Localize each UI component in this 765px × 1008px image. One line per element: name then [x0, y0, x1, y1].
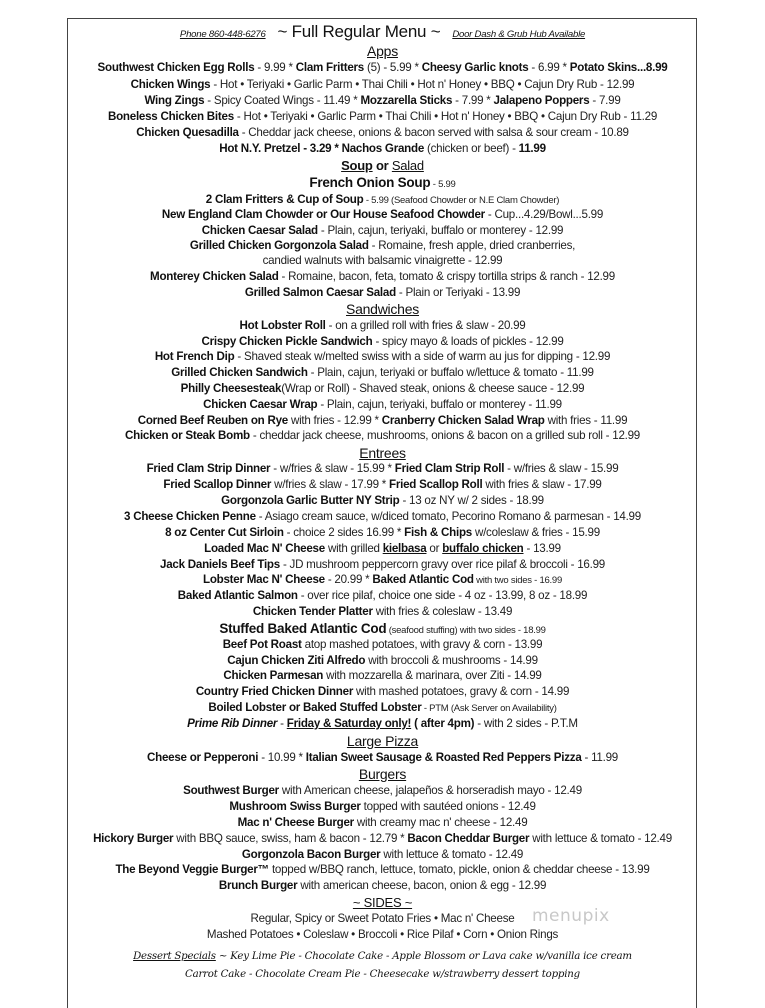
menu-line: Chicken Caesar Salad - Plain, cajun, teriyaki, buffalo or monterey - 12.99 — [201, 224, 564, 237]
menu-line: Hot Lobster Roll - on a grilled roll with fries & slaw - 20.99 — [239, 319, 526, 332]
menu-line: Mac n' Cheese Burger with creamy mac n' cheese - 12.49 — [237, 816, 528, 829]
menu-line: Chicken Parmesan with mozzarella & marinara, over Ziti - 14.99 — [223, 669, 542, 682]
sides-line: Mashed Potatoes • Coleslaw • Broccoli • Rice Pilaf • Corn • Onion Rings — [206, 928, 559, 941]
section-heading-entrees: Entrees — [359, 445, 406, 461]
menu-line: candied walnuts with balsamic vinaigrette - 12.99 — [262, 254, 503, 267]
menu-line: Brunch Burger with american cheese, bacon, onion & egg - 12.99 — [218, 879, 547, 892]
menu-line: Beef Pot Roast atop mashed potatoes, with gravy & corn - 13.99 — [222, 638, 543, 651]
section-heading-pizza: Large Pizza — [346, 733, 419, 749]
menu-line: Lobster Mac N' Cheese - 20.99 * Baked Atlantic Cod with two sides - 16.99 — [202, 573, 562, 586]
menu-line: Cajun Chicken Ziti Alfredo with broccoli & mushrooms - 14.99 — [227, 654, 538, 667]
menu-line: Cheese or Pepperoni - 10.99 * Italian Sweet Sausage & Roasted Red Peppers Pizza - 11.99 — [147, 751, 618, 764]
delivery-note: Door Dash & Grub Hub Available — [452, 29, 586, 40]
menu-line: Country Fried Chicken Dinner with mashed potatoes, gravy & corn - 14.99 — [195, 685, 570, 698]
menu-line: Stuffed Baked Atlantic Cod (seafood stuffing) with two sides - 18.99 — [219, 621, 546, 636]
section-heading-soup-salad: Soup or Salad — [341, 158, 424, 173]
phone-number: Phone 860-448-6276 — [179, 29, 266, 40]
sides-line: Regular, Spicy or Sweet Potato Fries • Mac n' Cheese — [250, 912, 515, 925]
menu-line: Hickory Burger with BBQ sauce, swiss, ham & bacon - 12.79 * Bacon Cheddar Burger with lettuce & tomato - 12.49 — [93, 832, 672, 845]
menu-line: Chicken Tender Platter with fries & coleslaw - 13.49 — [252, 605, 513, 618]
menu-header — [0, 24, 765, 43]
menu-line: Grilled Salmon Caesar Salad - Plain or Teriyaki - 13.99 — [244, 286, 521, 299]
menu-title: ~ Full Regular Menu ~ — [277, 22, 441, 41]
menu-line: Grilled Chicken Gorgonzola Salad - Romaine, fresh apple, dried cranberries, — [189, 239, 576, 252]
menu-line: Prime Rib Dinner - Friday & Saturday only! ( after 4pm) - with 2 sides - P.T.M — [187, 717, 578, 730]
menu-line: Monterey Chicken Salad - Romaine, bacon, feta, tomato & crispy tortilla strips & ranch - 12.99 — [150, 270, 615, 283]
section-heading-apps: Apps — [367, 43, 398, 59]
section-heading-sides: ~ SIDES ~ — [352, 895, 413, 910]
menu-line: Chicken or Steak Bomb - cheddar jack cheese, mushrooms, onions & bacon on a grilled sub roll - 12.99 — [124, 429, 641, 442]
menu-line: Corned Beef Reuben on Rye with fries - 12.99 * Cranberry Chicken Salad Wrap with fries - 11.99 — [137, 414, 628, 427]
menu-line: Boneless Chicken Bites - Hot • Teriyaki • Garlic Parm • Thai Chili • Hot n' Honey • BBQ • Cajun Dry Rub - 11.29 — [107, 110, 658, 123]
dessert-line: Dessert Specials ~ Key Lime Pie - Chocolate Cake - Apple Blossom or Lava cake w/vanilla ice cream — [133, 951, 632, 962]
menu-line: Mushroom Swiss Burger topped with sautéed onions - 12.49 — [229, 800, 536, 813]
menu-line: Crispy Chicken Pickle Sandwich - spicy mayo & loads of pickles - 12.99 — [201, 335, 564, 348]
menu-line: Chicken Wings - Hot • Teriyaki • Garlic Parm • Thai Chili • Hot n' Honey • BBQ • Cajun Dry Rub - 12.99 — [130, 78, 635, 91]
menu-line: Gorgonzola Bacon Burger with lettuce & tomato - 12.49 — [241, 848, 524, 861]
menu-line: The Beyond Veggie Burger™ topped w/BBQ ranch, lettuce, tomato, pickle, onion & cheddar cheese - 13.99 — [115, 863, 650, 876]
watermark: menupix — [532, 906, 610, 926]
menu-line: Loaded Mac N' Cheese with grilled kielbasa or buffalo chicken - 13.99 — [204, 542, 561, 555]
menu-line: 2 Clam Fritters & Cup of Soup - 5.99 (Seafood Chowder or N.E Clam Chowder) — [205, 193, 560, 206]
menu-line: Philly Cheesesteak(Wrap or Roll) - Shaved steak, onions & cheese sauce - 12.99 — [180, 382, 585, 395]
menu-line: Fried Scallop Dinner w/fries & slaw - 17.99 * Fried Scallop Roll with fries & slaw - 17.99 — [163, 478, 602, 491]
menu-line: Jack Daniels Beef Tips - JD mushroom peppercorn gravy over rice pilaf & broccoli - 16.99 — [160, 558, 605, 571]
menu-line: Southwest Burger with American cheese, jalapeños & horseradish mayo - 12.49 — [183, 784, 582, 797]
menu-line: Chicken Quesadilla - Cheddar jack cheese, onions & bacon served with salsa & sour cream - 10.89 — [136, 126, 629, 139]
dessert-line: Carrot Cake - Chocolate Cream Pie - Cheesecake w/strawberry dessert topping — [185, 969, 580, 980]
menu-line: French Onion Soup - 5.99 — [309, 175, 456, 190]
menu-line: 8 oz Center Cut Sirloin - choice 2 sides 16.99 * Fish & Chips w/coleslaw & fries - 15.99 — [165, 526, 600, 539]
menu-line: Boiled Lobster or Baked Stuffed Lobster - PTM (Ask Server on Availability) — [208, 701, 557, 714]
menu-line: Grilled Chicken Sandwich - Plain, cajun, teriyaki or buffalo w/lettuce & tomato - 11.99 — [171, 366, 594, 379]
dessert-label: Dessert Specials — [133, 951, 216, 962]
menu-line: Hot French Dip - Shaved steak w/melted swiss with a side of warm au jus for dipping - 12.99 — [154, 350, 611, 363]
menu-line: Wing Zings - Spicy Coated Wings - 11.49 * Mozzarella Sticks - 7.99 * Jalapeno Poppers - 7.99 — [144, 94, 621, 107]
menu-line: Fried Clam Strip Dinner - w/fries & slaw - 15.99 * Fried Clam Strip Roll - w/fries & slaw - 15.99 — [146, 462, 619, 475]
menu-line: New England Clam Chowder or Our House Seafood Chowder - Cup...4.29/Bowl...5.99 — [161, 208, 604, 221]
section-heading-sandwiches: Sandwiches — [346, 301, 419, 317]
menu-line: Baked Atlantic Salmon - over rice pilaf, choice one side - 4 oz - 13.99, 8 oz - 18.99 — [177, 589, 588, 602]
menu-line: Gorgonzola Garlic Butter NY Strip - 13 oz NY w/ 2 sides - 18.99 — [221, 494, 544, 507]
section-heading-burgers: Burgers — [358, 766, 407, 782]
menu-line: 3 Cheese Chicken Penne - Asiago cream sauce, w/diced tomato, Pecorino Romano & parmesan - 14.99 — [124, 510, 641, 523]
menu-line: Hot N.Y. Pretzel - 3.29 * Nachos Grande (chicken or beef) - 11.99 — [219, 142, 546, 155]
menu-line: Southwest Chicken Egg Rolls - 9.99 * Clam Fritters (5) - 5.99 * Cheesy Garlic knots - 6.99 * Potato Skins...8.99 — [97, 61, 668, 74]
menu-line: Chicken Caesar Wrap - Plain, cajun, teriyaki, buffalo or monterey - 11.99 — [203, 398, 562, 411]
